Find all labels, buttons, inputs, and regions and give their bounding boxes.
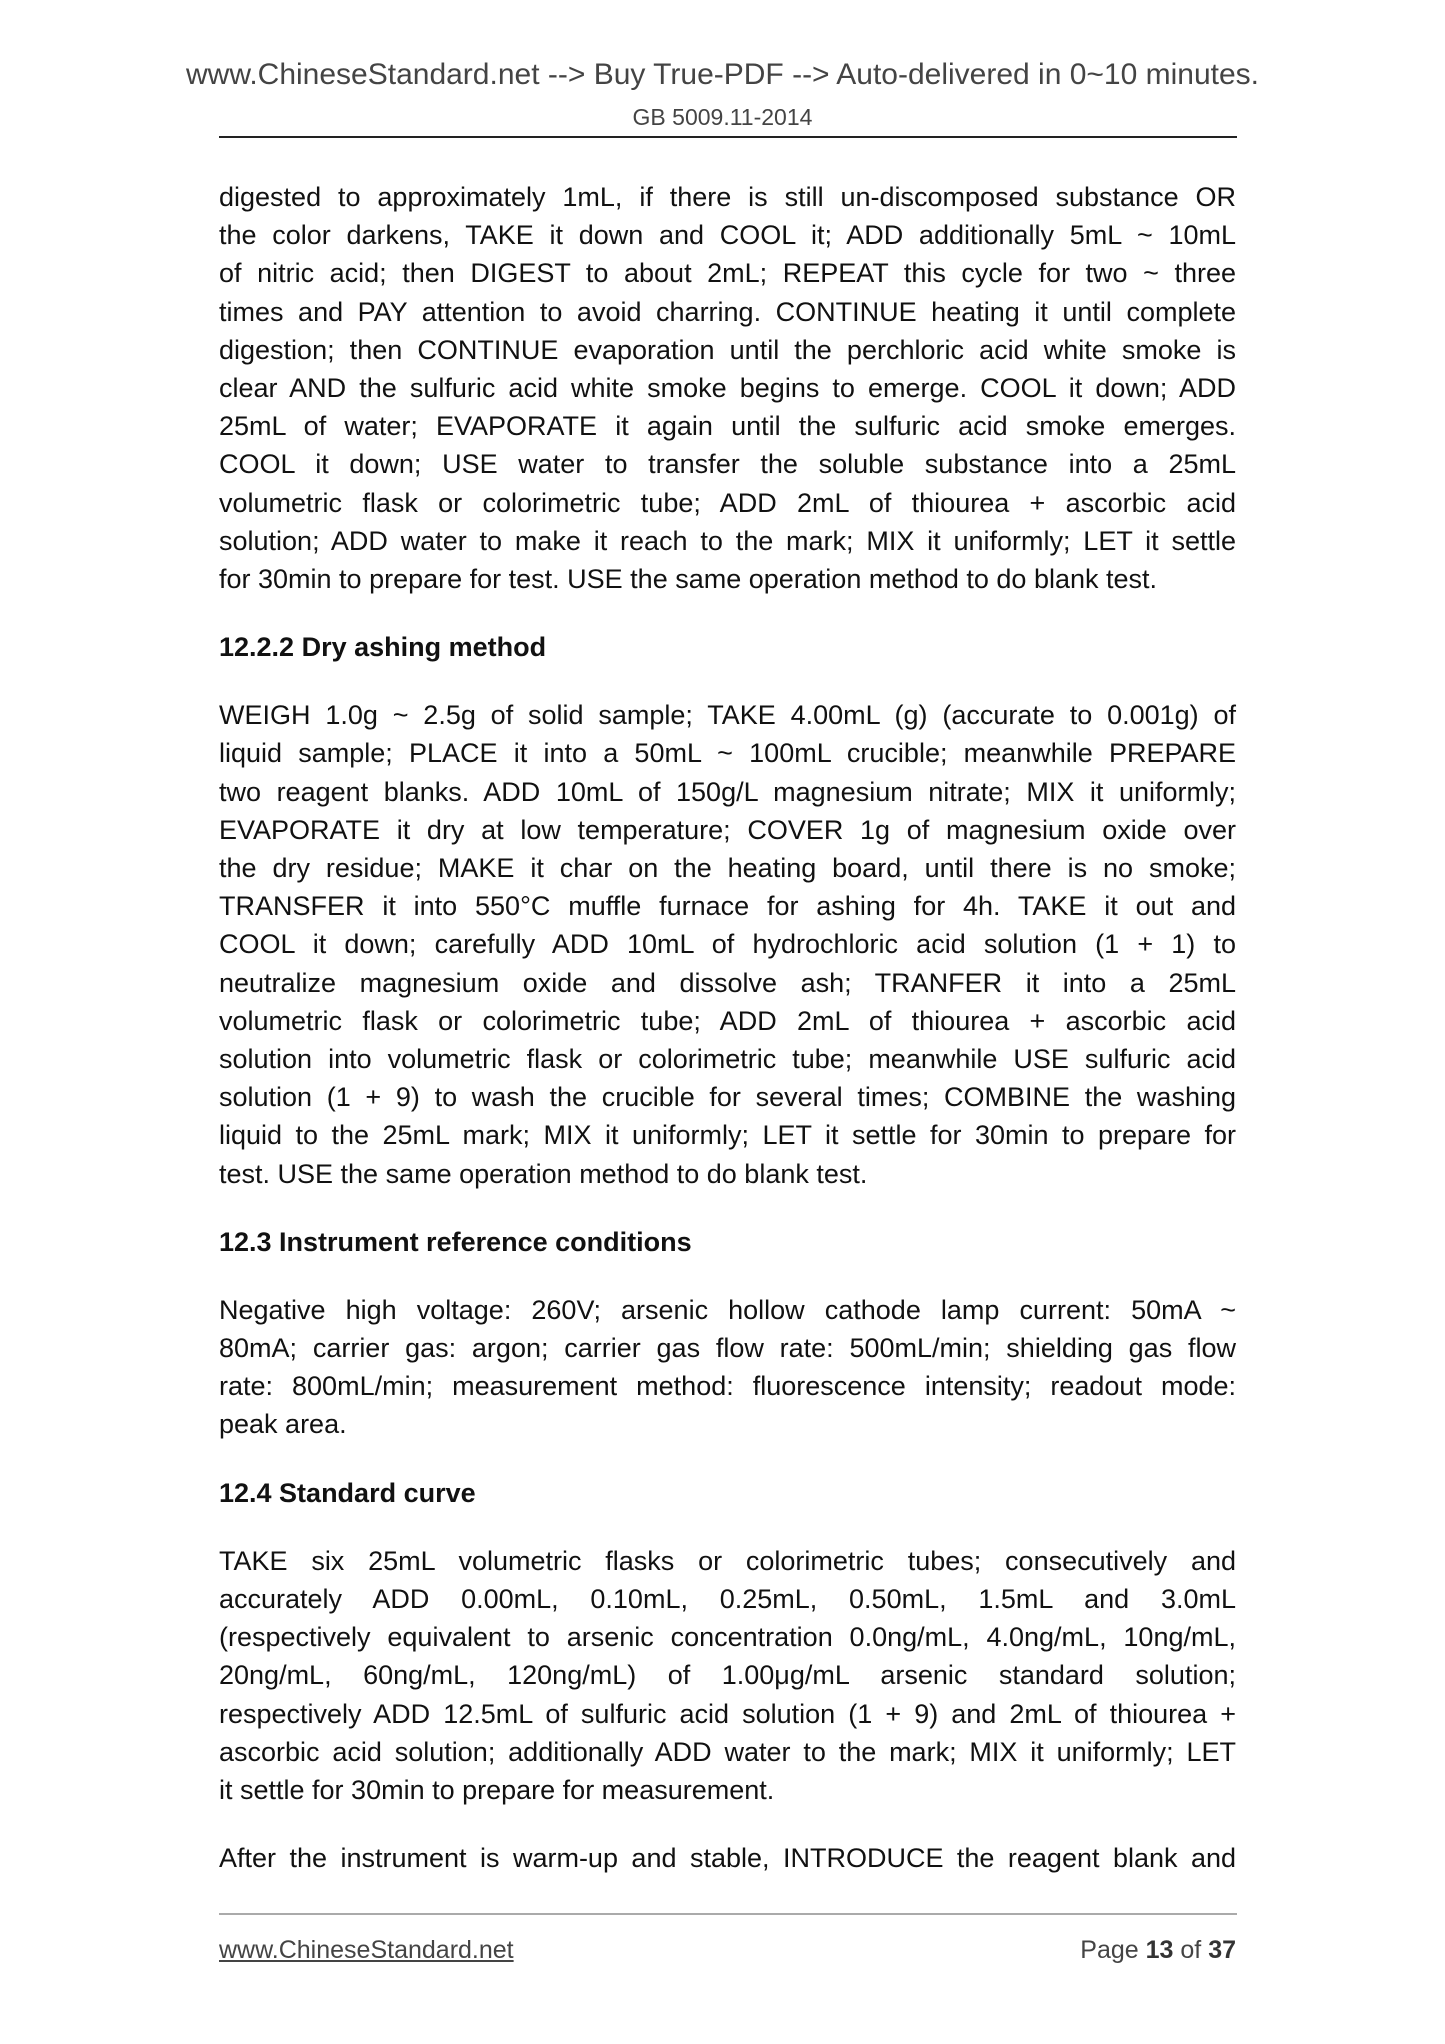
paragraph-line: times and PAY attention to avoid charring. CONTINUE heating it until complete bbox=[219, 296, 1236, 327]
paragraph bbox=[219, 1542, 1236, 1809]
paragraph-line: solution (1 + 9) to wash the crucible for several times; COMBINE the washing bbox=[219, 1082, 1236, 1113]
page-indicator bbox=[1080, 1936, 1236, 1965]
paragraph-line: clear AND the sulfuric acid white smoke begins to emerge. COOL it down; ADD bbox=[219, 373, 1236, 404]
paragraph-line: EVAPORATE it dry at low temperature; COVER 1g of magnesium oxide over bbox=[219, 814, 1236, 845]
paragraph-line: volumetric flask or colorimetric tube; ADD 2mL of thiourea + ascorbic acid bbox=[219, 487, 1236, 518]
paragraph-line: Negative high voltage: 260V; arsenic hollow cathode lamp current: 50mA ~ bbox=[219, 1294, 1236, 1325]
standard-number: GB 5009.11-2014 bbox=[632, 104, 813, 130]
paragraph-line: 20ng/mL, 60ng/mL, 120ng/mL) of 1.00μg/mL arsenic standard solution; bbox=[219, 1660, 1236, 1691]
paragraph-line: the dry residue; MAKE it char on the heating board, until there is no smoke; bbox=[219, 853, 1236, 884]
paragraph-line: of nitric acid; then DIGEST to about 2mL; REPEAT this cycle for two ~ three bbox=[219, 258, 1236, 289]
paragraph-line: 25mL of water; EVAPORATE it again until the sulfuric acid smoke emerges. bbox=[219, 411, 1236, 442]
paragraph-line: ascorbic acid solution; additionally ADD water to the mark; MIX it uniformly; LET bbox=[219, 1736, 1236, 1767]
page-prefix: Page bbox=[1080, 1936, 1139, 1964]
paragraph-line: digested to approximately 1mL, if there is still un-discomposed substance OR bbox=[219, 182, 1236, 212]
document-body bbox=[219, 178, 1236, 1907]
paragraph bbox=[219, 178, 1236, 598]
paragraph-line: two reagent blanks. ADD 10mL of 150g/L magnesium nitrate; MIX it uniformly; bbox=[219, 776, 1236, 807]
paragraph-line: respectively ADD 12.5mL of sulfuric acid solution (1 + 9) and 2mL of thiourea + bbox=[219, 1698, 1236, 1729]
section-heading: 12.2.2 Dry ashing method bbox=[219, 632, 547, 663]
page-total: 37 bbox=[1208, 1936, 1236, 1964]
paragraph-line: the color darkens, TAKE it down and COOL it; ADD additionally 5mL ~ 10mL bbox=[219, 220, 1236, 251]
paragraph-line: liquid sample; PLACE it into a 50mL ~ 100mL crucible; meanwhile PREPARE bbox=[219, 738, 1236, 769]
paragraph-line: for 30min to prepare for test. USE the same operation method to do blank test. bbox=[219, 564, 1158, 595]
paragraph-line: TAKE six 25mL volumetric flasks or colorimetric tubes; consecutively and bbox=[219, 1545, 1236, 1576]
footer-website-link[interactable]: www.ChineseStandard.net bbox=[219, 1936, 514, 1964]
paragraph-line: After the instrument is warm-up and stable, INTRODUCE the reagent blank and bbox=[219, 1843, 1236, 1874]
paragraph-line: peak area. bbox=[219, 1409, 347, 1440]
section-heading: 12.3 Instrument reference conditions bbox=[219, 1226, 692, 1257]
header-divider bbox=[219, 136, 1237, 138]
paragraph-line: volumetric flask or colorimetric tube; ADD 2mL of thiourea + ascorbic acid bbox=[219, 1005, 1236, 1036]
page-number: 13 bbox=[1145, 1936, 1174, 1964]
page-of: of bbox=[1180, 1936, 1202, 1964]
paragraph bbox=[219, 1839, 1236, 1877]
paragraph-line: COOL it down; carefully ADD 10mL of hydrochloric acid solution (1 + 1) to bbox=[219, 929, 1236, 960]
paragraph-line: rate: 800mL/min; measurement method: fluorescence intensity; readout mode: bbox=[219, 1371, 1236, 1402]
paragraph-line: (respectively equivalent to arsenic concentration 0.0ng/mL, 4.0ng/mL, 10ng/mL, bbox=[219, 1622, 1236, 1653]
paragraph-line: liquid to the 25mL mark; MIX it uniformly; LET it settle for 30min to prepare for bbox=[219, 1120, 1236, 1151]
header-banner: www.ChineseStandard.net --> Buy True-PDF --> Auto-delivered in 0~10 minutes. bbox=[185, 58, 1260, 91]
paragraph-line: 80mA; carrier gas: argon; carrier gas flow rate: 500mL/min; shielding gas flow bbox=[219, 1333, 1236, 1364]
section-heading: 12.4 Standard curve bbox=[219, 1477, 476, 1508]
paragraph-line: COOL it down; USE water to transfer the soluble substance into a 25mL bbox=[219, 449, 1236, 480]
paragraph-line: it settle for 30min to prepare for measurement. bbox=[219, 1774, 775, 1805]
paragraph bbox=[219, 696, 1236, 1193]
paragraph-line: solution into volumetric flask or colorimetric tube; meanwhile USE sulfuric acid bbox=[219, 1044, 1236, 1075]
paragraph-line: TRANSFER it into 550°C muffle furnace for ashing for 4h. TAKE it out and bbox=[219, 891, 1236, 922]
footer-divider bbox=[219, 1913, 1237, 1915]
paragraph bbox=[219, 1291, 1236, 1444]
paragraph-line: accurately ADD 0.00mL, 0.10mL, 0.25mL, 0.50mL, 1.5mL and 3.0mL bbox=[219, 1583, 1236, 1614]
paragraph-line: test. USE the same operation method to do blank test. bbox=[219, 1158, 868, 1189]
paragraph-line: digestion; then CONTINUE evaporation until the perchloric acid white smoke is bbox=[219, 334, 1236, 365]
paragraph-line: neutralize magnesium oxide and dissolve ash; TRANFER it into a 25mL bbox=[219, 967, 1236, 998]
paragraph-line: solution; ADD water to make it reach to the mark; MIX it uniformly; LET it settle bbox=[219, 525, 1236, 556]
paragraph-line: WEIGH 1.0g ~ 2.5g of solid sample; TAKE 4.00mL (g) (accurate to 0.001g) of bbox=[219, 700, 1236, 731]
